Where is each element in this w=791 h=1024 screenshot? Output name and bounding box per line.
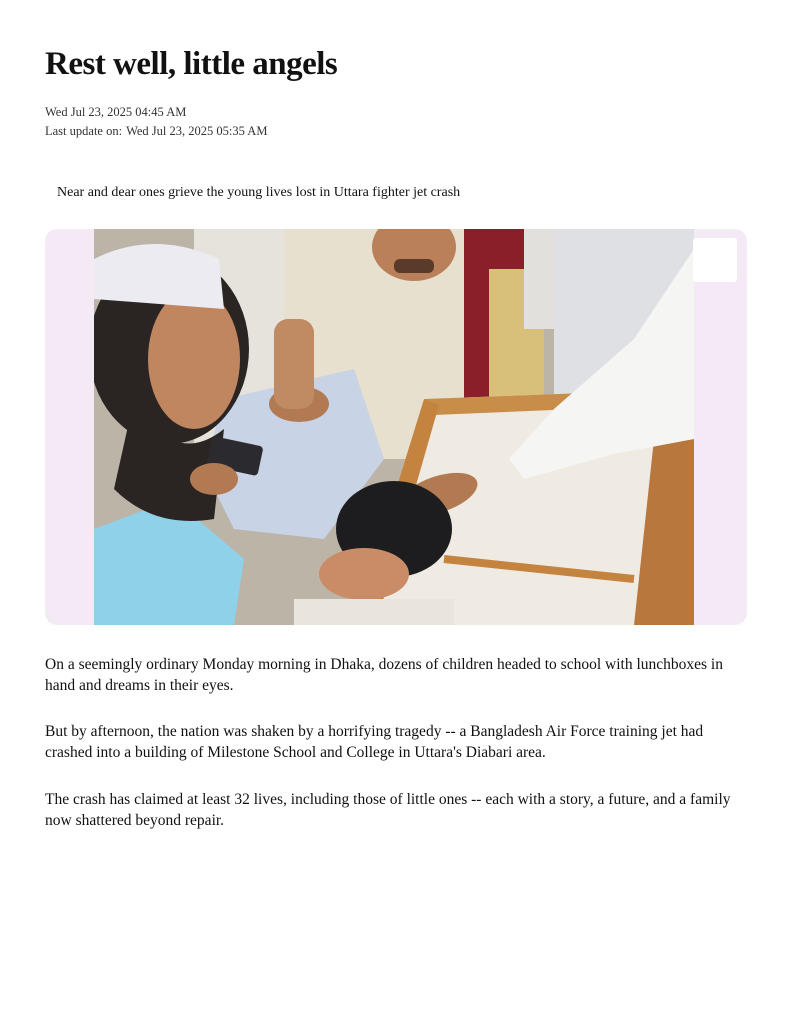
article-photo-frame	[45, 229, 747, 625]
last-update-date: Wed Jul 23, 2025 05:35 AM	[126, 124, 268, 138]
body-paragraph-3: The crash has claimed at least 32 lives, including those of little ones -- each with a story, a future, and a family now shattered beyond repair.	[45, 791, 731, 829]
body-paragraph-2: But by afternoon, the nation was shaken by a horrifying tragedy -- a Bangladesh Air Force training jet had crashed into a building of Milestone School and College in Uttara's Diabari area.	[45, 723, 704, 761]
last-update-label: Last update on:	[45, 124, 123, 138]
published-date: Wed Jul 23, 2025 04:45 AM	[45, 105, 187, 119]
last-update	[45, 123, 267, 139]
photo-caption: Near and dear ones grieve the young lives lost in Uttara fighter jet crash	[57, 185, 461, 200]
article-headline: Rest well, little angels	[45, 46, 338, 82]
photo-badge-placeholder	[693, 238, 737, 282]
article-photo	[94, 229, 694, 625]
body-paragraph-1: On a seemingly ordinary Monday morning in Dhaka, dozens of children headed to school with lunchboxes in hand and dreams in their eyes.	[45, 656, 723, 694]
